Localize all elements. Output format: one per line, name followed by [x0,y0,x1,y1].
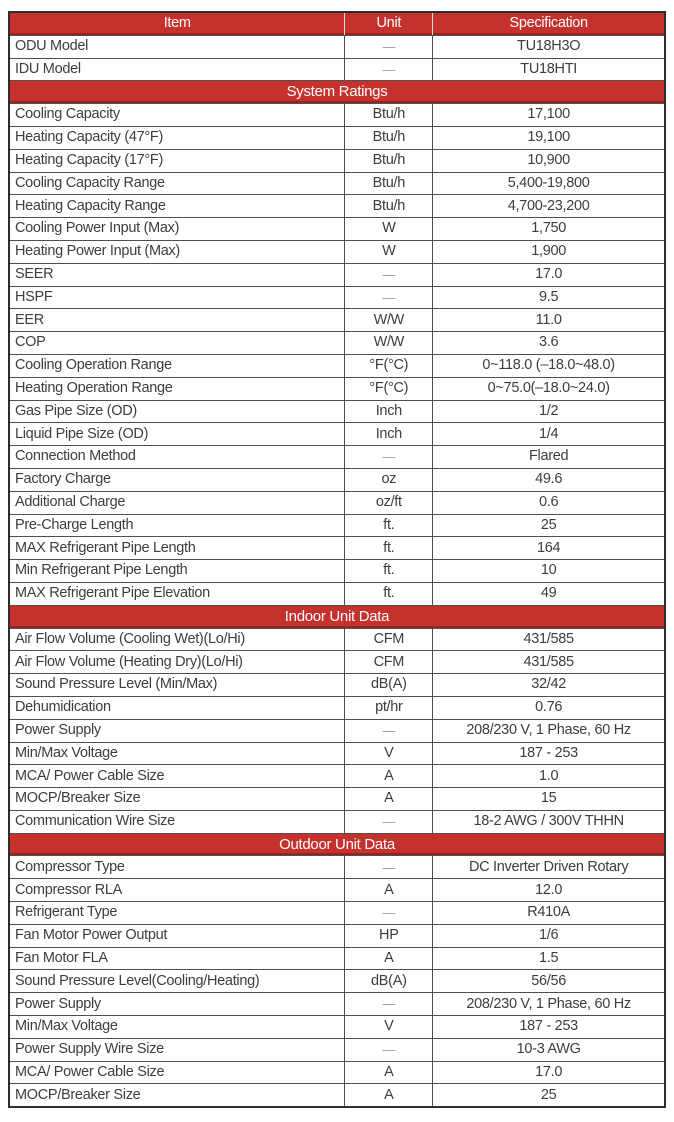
item-cell: Air Flow Volume (Cooling Wet)(Lo/Hi) [9,628,345,651]
section-header-row [9,833,665,856]
table-row [9,879,665,902]
table-row [9,309,665,332]
item-cell: MCA/ Power Cable Size [9,1061,345,1084]
spec-cell: 19,100 [433,126,665,149]
unit-cell: V [345,742,433,765]
spec-cell: R410A [433,902,665,925]
table-row [9,993,665,1016]
table-row [9,856,665,879]
spec-table [8,11,666,1108]
table-row [9,286,665,309]
unit-cell: oz/ft [345,491,433,514]
unit-cell: — [345,58,433,81]
item-cell: Heating Power Input (Max) [9,240,345,263]
table-row [9,400,665,423]
unit-cell: — [345,719,433,742]
spec-cell: 17.0 [433,263,665,286]
table-row [9,354,665,377]
table-row [9,423,665,446]
spec-cell: 18-2 AWG / 300V THHN [433,810,665,833]
unit-cell: A [345,788,433,811]
item-cell: MAX Refrigerant Pipe Length [9,537,345,560]
table-row [9,332,665,355]
spec-cell: 12.0 [433,879,665,902]
unit-cell: Btu/h [345,104,433,127]
item-cell: Fan Motor FLA [9,947,345,970]
spec-cell: 1,750 [433,218,665,241]
spec-cell: 431/585 [433,628,665,651]
unit-cell: Btu/h [345,149,433,172]
unit-cell: A [345,1061,433,1084]
item-cell: SEER [9,263,345,286]
table-row [9,1061,665,1084]
unit-cell: W [345,218,433,241]
spec-cell: 0.6 [433,491,665,514]
spec-cell: 49.6 [433,468,665,491]
item-cell: Dehumidication [9,696,345,719]
spec-cell: 49 [433,582,665,605]
unit-cell: — [345,856,433,879]
unit-cell: W [345,240,433,263]
table-row [9,240,665,263]
table-row [9,263,665,286]
item-cell: Gas Pipe Size (OD) [9,400,345,423]
table-row [9,765,665,788]
item-cell: Additional Charge [9,491,345,514]
item-cell: Cooling Operation Range [9,354,345,377]
item-cell: MOCP/Breaker Size [9,788,345,811]
spec-cell: 0~118.0 (–18.0~48.0) [433,354,665,377]
spec-cell: 32/42 [433,674,665,697]
section-header-label: System Ratings [9,81,665,104]
unit-cell: A [345,1084,433,1107]
item-cell: Power Supply Wire Size [9,1038,345,1061]
unit-cell: Btu/h [345,172,433,195]
item-cell: Cooling Capacity Range [9,172,345,195]
table-row [9,1016,665,1039]
item-cell: Min Refrigerant Pipe Length [9,560,345,583]
unit-cell: HP [345,924,433,947]
table-row [9,468,665,491]
spec-cell: TU18H3O [433,35,665,58]
unit-cell: V [345,1016,433,1039]
spec-cell: 9.5 [433,286,665,309]
spec-table-header [9,12,665,35]
item-cell: Factory Charge [9,468,345,491]
item-cell: Power Supply [9,993,345,1016]
spec-cell: 17.0 [433,1061,665,1084]
unit-cell: dB(A) [345,674,433,697]
item-cell: Sound Pressure Level(Cooling/Heating) [9,970,345,993]
table-row [9,788,665,811]
spec-cell: 11.0 [433,309,665,332]
unit-cell: °F(°C) [345,377,433,400]
unit-cell: A [345,879,433,902]
item-cell: EER [9,309,345,332]
unit-cell: — [345,810,433,833]
unit-cell: Btu/h [345,126,433,149]
section-header-label: Indoor Unit Data [9,605,665,628]
item-cell: Compressor Type [9,856,345,879]
header-row [9,12,665,35]
unit-cell: A [345,947,433,970]
table-row [9,446,665,469]
section-header-row [9,605,665,628]
item-cell: HSPF [9,286,345,309]
column-header-item: Item [9,12,345,35]
spec-cell: 56/56 [433,970,665,993]
unit-cell: °F(°C) [345,354,433,377]
unit-cell: Btu/h [345,195,433,218]
spec-cell: 25 [433,514,665,537]
spec-cell: 1/6 [433,924,665,947]
item-cell: Pre-Charge Length [9,514,345,537]
table-row [9,651,665,674]
table-row [9,377,665,400]
table-row [9,560,665,583]
section-header-row [9,81,665,104]
table-row [9,218,665,241]
spec-cell: 0~75.0(–18.0~24.0) [433,377,665,400]
table-row [9,924,665,947]
table-row [9,104,665,127]
spec-cell: 10 [433,560,665,583]
unit-cell: — [345,35,433,58]
spec-cell: 187 - 253 [433,1016,665,1039]
table-row [9,970,665,993]
table-row [9,1038,665,1061]
table-row [9,195,665,218]
unit-cell: ft. [345,537,433,560]
item-cell: Compressor RLA [9,879,345,902]
spec-cell: 1.0 [433,765,665,788]
table-row [9,947,665,970]
table-row [9,35,665,58]
table-row [9,172,665,195]
spec-cell: 208/230 V, 1 Phase, 60 Hz [433,993,665,1016]
spec-cell: 164 [433,537,665,560]
unit-cell: pt/hr [345,696,433,719]
spec-cell: 1,900 [433,240,665,263]
column-header-specification: Specification [433,12,665,35]
unit-cell: Inch [345,400,433,423]
table-row [9,902,665,925]
unit-cell: ft. [345,560,433,583]
table-row [9,696,665,719]
unit-cell: ft. [345,582,433,605]
item-cell: Heating Operation Range [9,377,345,400]
unit-cell: W/W [345,332,433,355]
item-cell: MOCP/Breaker Size [9,1084,345,1107]
unit-cell: — [345,993,433,1016]
unit-cell: — [345,263,433,286]
item-cell: Min/Max Voltage [9,1016,345,1039]
spec-cell: 17,100 [433,104,665,127]
item-cell: Fan Motor Power Output [9,924,345,947]
spec-cell: 10-3 AWG [433,1038,665,1061]
item-cell: Sound Pressure Level (Min/Max) [9,674,345,697]
unit-cell: Inch [345,423,433,446]
spec-cell: TU18HTI [433,58,665,81]
unit-cell: A [345,765,433,788]
table-row [9,674,665,697]
item-cell: Cooling Capacity [9,104,345,127]
item-cell: ODU Model [9,35,345,58]
spec-cell: 0.76 [433,696,665,719]
table-row [9,491,665,514]
item-cell: MCA/ Power Cable Size [9,765,345,788]
item-cell: Refrigerant Type [9,902,345,925]
unit-cell: — [345,446,433,469]
item-cell: Heating Capacity Range [9,195,345,218]
unit-cell: oz [345,468,433,491]
spec-cell: 25 [433,1084,665,1107]
item-cell: Heating Capacity (47°F) [9,126,345,149]
table-row [9,126,665,149]
item-cell: Heating Capacity (17°F) [9,149,345,172]
spec-cell: 15 [433,788,665,811]
table-row [9,719,665,742]
table-row [9,810,665,833]
table-row [9,742,665,765]
unit-cell: — [345,286,433,309]
item-cell: Air Flow Volume (Heating Dry)(Lo/Hi) [9,651,345,674]
item-cell: Cooling Power Input (Max) [9,218,345,241]
spec-cell: 431/585 [433,651,665,674]
table-row [9,537,665,560]
section-header-label: Outdoor Unit Data [9,833,665,856]
table-row [9,1084,665,1107]
spec-cell: 3.6 [433,332,665,355]
unit-cell: — [345,902,433,925]
table-row [9,514,665,537]
spec-cell: 187 - 253 [433,742,665,765]
spec-sheet [8,11,666,1108]
spec-cell: 1/2 [433,400,665,423]
spec-cell: 4,700-23,200 [433,195,665,218]
spec-table-body [9,35,665,1107]
item-cell: Min/Max Voltage [9,742,345,765]
unit-cell: dB(A) [345,970,433,993]
spec-cell: DC Inverter Driven Rotary [433,856,665,879]
spec-cell: Flared [433,446,665,469]
spec-cell: 1/4 [433,423,665,446]
spec-cell: 10,900 [433,149,665,172]
column-header-unit: Unit [345,12,433,35]
item-cell: Power Supply [9,719,345,742]
unit-cell: CFM [345,651,433,674]
spec-cell: 1.5 [433,947,665,970]
item-cell: Connection Method [9,446,345,469]
item-cell: Liquid Pipe Size (OD) [9,423,345,446]
spec-cell: 208/230 V, 1 Phase, 60 Hz [433,719,665,742]
table-row [9,58,665,81]
table-row [9,582,665,605]
item-cell: IDU Model [9,58,345,81]
unit-cell: CFM [345,628,433,651]
unit-cell: W/W [345,309,433,332]
item-cell: COP [9,332,345,355]
table-row [9,628,665,651]
item-cell: MAX Refrigerant Pipe Elevation [9,582,345,605]
item-cell: Communication Wire Size [9,810,345,833]
spec-cell: 5,400-19,800 [433,172,665,195]
table-row [9,149,665,172]
unit-cell: ft. [345,514,433,537]
unit-cell: — [345,1038,433,1061]
